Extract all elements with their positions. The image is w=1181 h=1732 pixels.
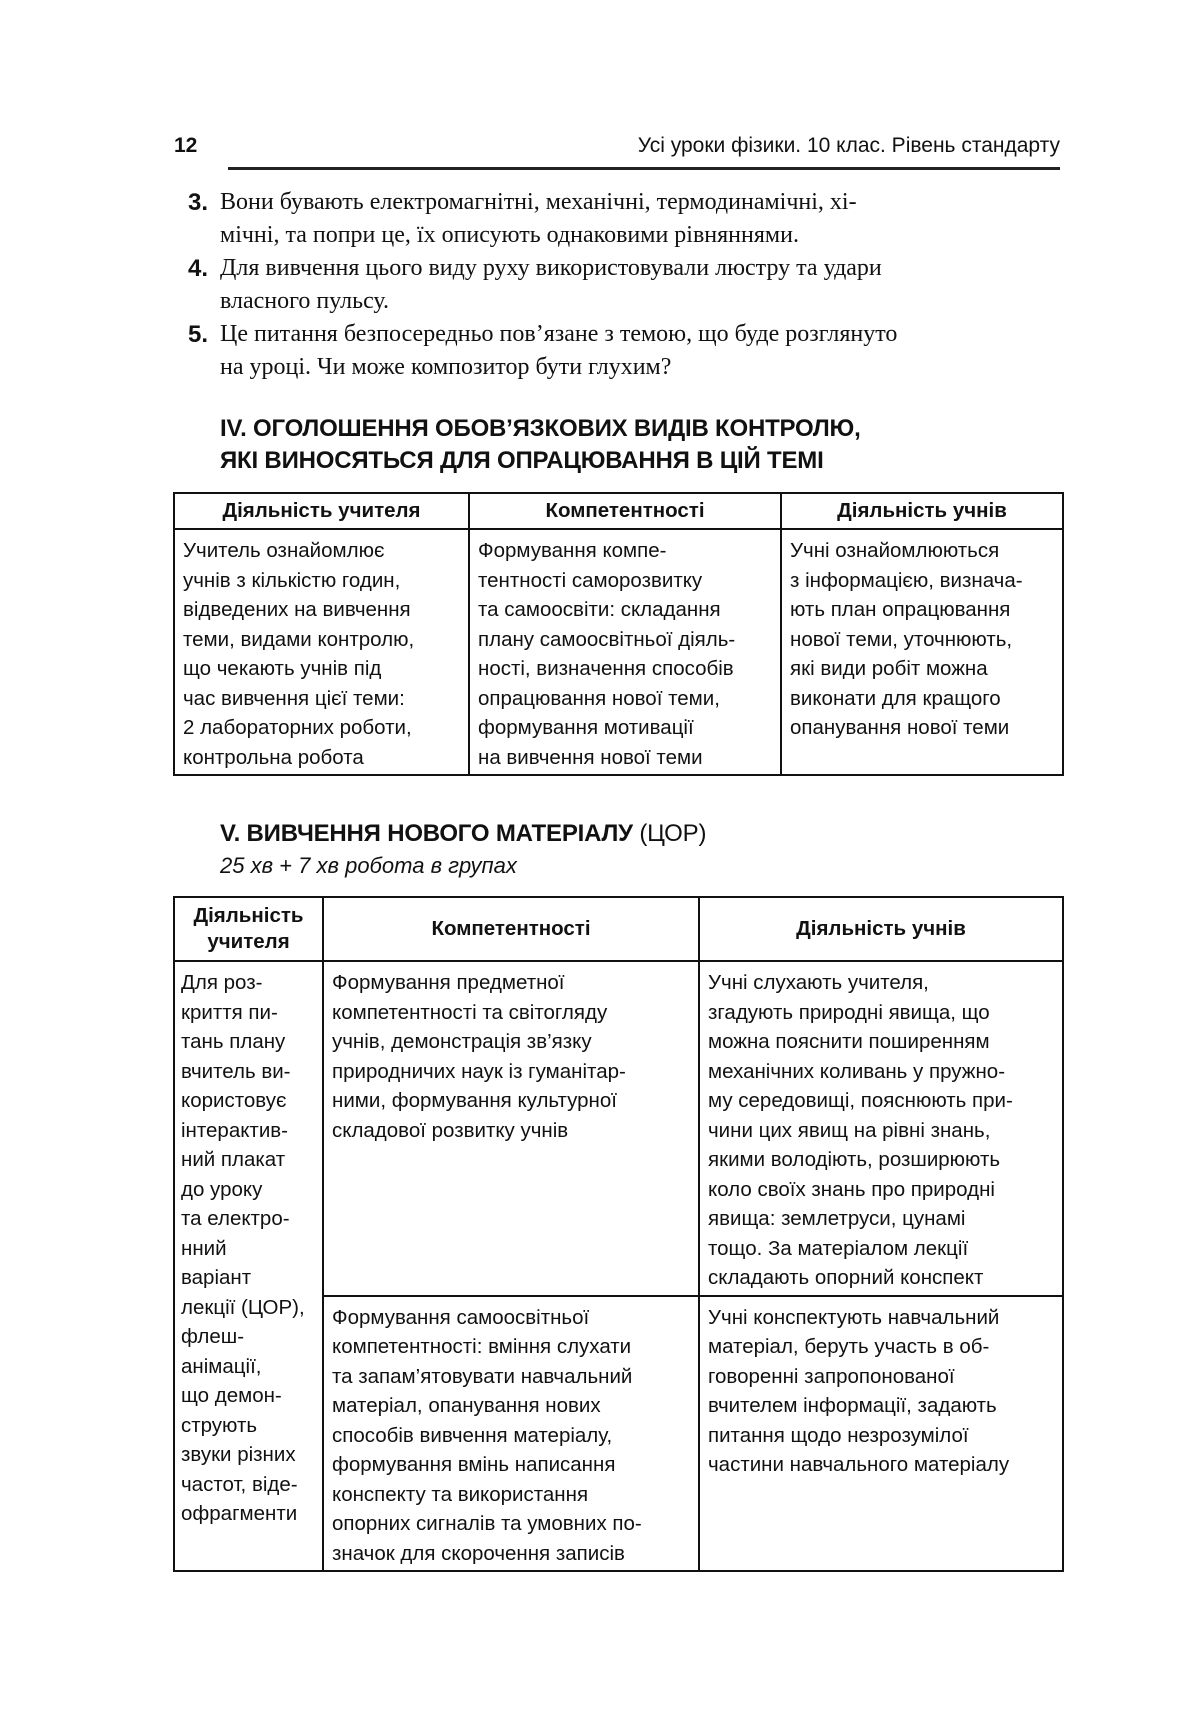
page-number: 12: [174, 134, 198, 157]
cell-line: складають опорний конспект: [708, 1266, 984, 1289]
teacher-activity-cell: [174, 529, 469, 775]
cell-line: варіант: [181, 1266, 252, 1289]
cell-line: Учні ознайомлюються: [790, 539, 1000, 562]
question-line: мічні, та попри це, їх описують однаковими рівняннями.: [220, 222, 799, 248]
cell-line: що чекають учнів під: [183, 657, 382, 680]
cell-line: можна пояснити поширенням: [708, 1030, 990, 1053]
question-item: [188, 252, 1062, 318]
cell-line: вчителем інформації, задають: [708, 1394, 997, 1417]
cell-line: Учні слухають учителя,: [708, 971, 929, 994]
cell-line: криття пи-: [181, 1000, 278, 1024]
cell-line: ють план опрацювання: [790, 598, 1011, 621]
table-row: [174, 529, 1063, 775]
competence-cell: [469, 529, 781, 775]
cell-line: плану самоосвітньої діяль-: [478, 627, 736, 651]
cell-line: нний: [181, 1236, 227, 1260]
section-4-title: [220, 413, 861, 477]
cell-line: компетентності та світогляду: [332, 1000, 608, 1024]
cell-line: нової теми, уточнюють,: [790, 627, 1013, 651]
question-line: власного пульсу.: [220, 288, 390, 314]
cell-line: лекції (ЦОР),: [181, 1295, 305, 1319]
cell-line: час вивчення цієї теми:: [183, 686, 405, 710]
cell-line: теми, видами контролю,: [183, 627, 415, 651]
student-activity-cell: [699, 1296, 1063, 1572]
column-header: Діяльність учителя: [174, 493, 469, 529]
cell-line: складової розвитку учнів: [332, 1118, 569, 1142]
cell-line: частот, віде-: [181, 1472, 298, 1496]
cell-line: та самоосвіти: складання: [478, 598, 721, 621]
teacher-activity-cell: [174, 961, 323, 1571]
section-5-subtitle: 25 хв + 7 хв робота в групах: [220, 853, 517, 878]
cell-line: з інформацією, визнача-: [790, 568, 1023, 592]
cell-line: та запам’ятовувати навчальний: [332, 1364, 633, 1388]
cell-line: згадують природні явища, що: [708, 1000, 990, 1024]
cell-line: офрагменти: [181, 1502, 298, 1525]
section-4-table: [173, 492, 1064, 776]
section-5-title-text: V. ВИВЧЕННЯ НОВОГО МАТЕРІАЛУ: [220, 820, 633, 847]
cell-line: формування мотивації: [478, 716, 694, 739]
cell-line: питання щодо незрозумілої: [708, 1423, 969, 1447]
question-line: на уроці. Чи може композитор бути глухим?: [220, 354, 672, 380]
cell-line: струють: [181, 1413, 258, 1437]
cell-line: учнів, демонстрація зв’язку: [332, 1030, 592, 1053]
cell-line: говоренні запропонованої: [708, 1364, 955, 1388]
cell-line: опорних сигналів та умовних по-: [332, 1512, 642, 1535]
question-number: 5.: [188, 321, 209, 348]
column-header: Діяльність учнів: [781, 493, 1063, 529]
question-number: 4.: [188, 255, 209, 282]
question-item: [188, 318, 1062, 384]
section-5-title: [220, 818, 706, 850]
student-activity-cell: [781, 529, 1063, 775]
cell-line: учнів з кількістю годин,: [183, 568, 401, 592]
cell-line: Формування самоосвітньої: [332, 1305, 590, 1329]
section-4-title-line2: ЯКІ ВИНОСЯТЬСЯ ДЛЯ ОПРАЦЮВАННЯ В ЦІЙ ТЕМІ: [220, 447, 824, 474]
competence-cell: [323, 961, 699, 1296]
section-5-title-suffix: (ЦОР): [639, 820, 707, 847]
cell-line: флеш-: [181, 1325, 245, 1348]
question-number: 3.: [188, 189, 209, 216]
cell-line: Формування предметної: [332, 971, 565, 994]
cell-line: частини навчального матеріалу: [708, 1453, 1010, 1476]
cell-line: природничих наук із гуманітар-: [332, 1059, 626, 1083]
cell-line: тань плану: [181, 1030, 286, 1053]
cell-line: механічних коливань у пружно-: [708, 1059, 1006, 1083]
cell-line: опанування нової теми: [790, 716, 1010, 739]
cell-line: інтерактив-: [181, 1118, 288, 1142]
cell-line: користовує: [181, 1089, 287, 1112]
cell-line: відведених на вивчення: [183, 598, 411, 621]
cell-line: тентності саморозвитку: [478, 568, 703, 592]
table-header-row: [174, 897, 1063, 961]
cell-line: ними, формування культурної: [332, 1089, 617, 1112]
cell-line: вчитель ви-: [181, 1059, 291, 1083]
cell-line: компетентності: вміння слухати: [332, 1335, 632, 1358]
cell-line: які види робіт можна: [790, 657, 988, 680]
question-list: [188, 186, 1062, 384]
cell-line: Для роз-: [181, 971, 263, 994]
column-header: Компетентності: [323, 897, 699, 961]
cell-line: що демон-: [181, 1384, 282, 1407]
cell-line: до уроку: [181, 1177, 263, 1201]
cell-line: ності, визначення способів: [478, 657, 734, 680]
cell-line: звуки різних: [181, 1443, 296, 1466]
column-header: Діяльність учителя: [174, 897, 323, 961]
cell-line: та електро-: [181, 1207, 290, 1230]
cell-line: тощо. За матеріалом лекції: [708, 1236, 969, 1260]
cell-line: явища: землетруси, цунамі: [708, 1207, 966, 1230]
cell-line: якими володіють, розширюють: [708, 1148, 1001, 1171]
cell-line: чини цих явищ на рівні знань,: [708, 1118, 991, 1142]
cell-line: опрацювання нової теми,: [478, 686, 720, 710]
cell-line: Учитель ознайомлює: [183, 539, 385, 562]
header-rule: [228, 167, 1060, 170]
cell-line: ний плакат: [181, 1148, 286, 1171]
competence-cell: [323, 1296, 699, 1572]
section-4-title-line1: IV. ОГОЛОШЕННЯ ОБОВ’ЯЗКОВИХ ВИДІВ КОНТРОЛЮ,: [220, 415, 861, 442]
cell-line: значок для скорочення записів: [332, 1541, 625, 1565]
cell-line: на вивчення нової теми: [478, 745, 703, 769]
cell-line: матеріал, беруть участь в об-: [708, 1335, 990, 1358]
column-header: Діяльність учнів: [699, 897, 1063, 961]
table-header-row: [174, 493, 1063, 529]
table-row: [174, 961, 1063, 1296]
cell-line: контрольна робота: [183, 745, 364, 769]
cell-line: коло своїх знань про природні: [708, 1177, 995, 1201]
cell-line: 2 лабораторних роботи,: [183, 716, 412, 739]
cell-line: матеріал, опанування нових: [332, 1394, 601, 1417]
question-item: [188, 186, 1062, 252]
cell-line: виконати для кращого: [790, 686, 1001, 710]
cell-line: способів вивчення матеріалу,: [332, 1423, 613, 1447]
running-title: Усі уроки фізики. 10 клас. Рівень стандарту: [637, 134, 1060, 157]
question-line: Вони бувають електромагнітні, механічні, термодинамічні, хі-: [220, 189, 857, 215]
cell-line: му середовищі, пояснюють при-: [708, 1089, 1013, 1112]
cell-line: Учні конспектують навчальний: [708, 1305, 1000, 1329]
cell-line: анімації,: [181, 1354, 262, 1378]
section-5-table: [173, 896, 1064, 1572]
cell-line: конспекту та використання: [332, 1482, 589, 1506]
column-header: Компетентності: [469, 493, 781, 529]
cell-line: Формування компе-: [478, 539, 667, 562]
cell-line: формування вмінь написання: [332, 1453, 616, 1476]
question-line: Це питання безпосередньо пов’язане з темою, що буде розглянуто: [220, 321, 898, 347]
student-activity-cell: [699, 961, 1063, 1296]
question-line: Для вивчення цього виду руху використовували люстру та удари: [220, 255, 882, 281]
